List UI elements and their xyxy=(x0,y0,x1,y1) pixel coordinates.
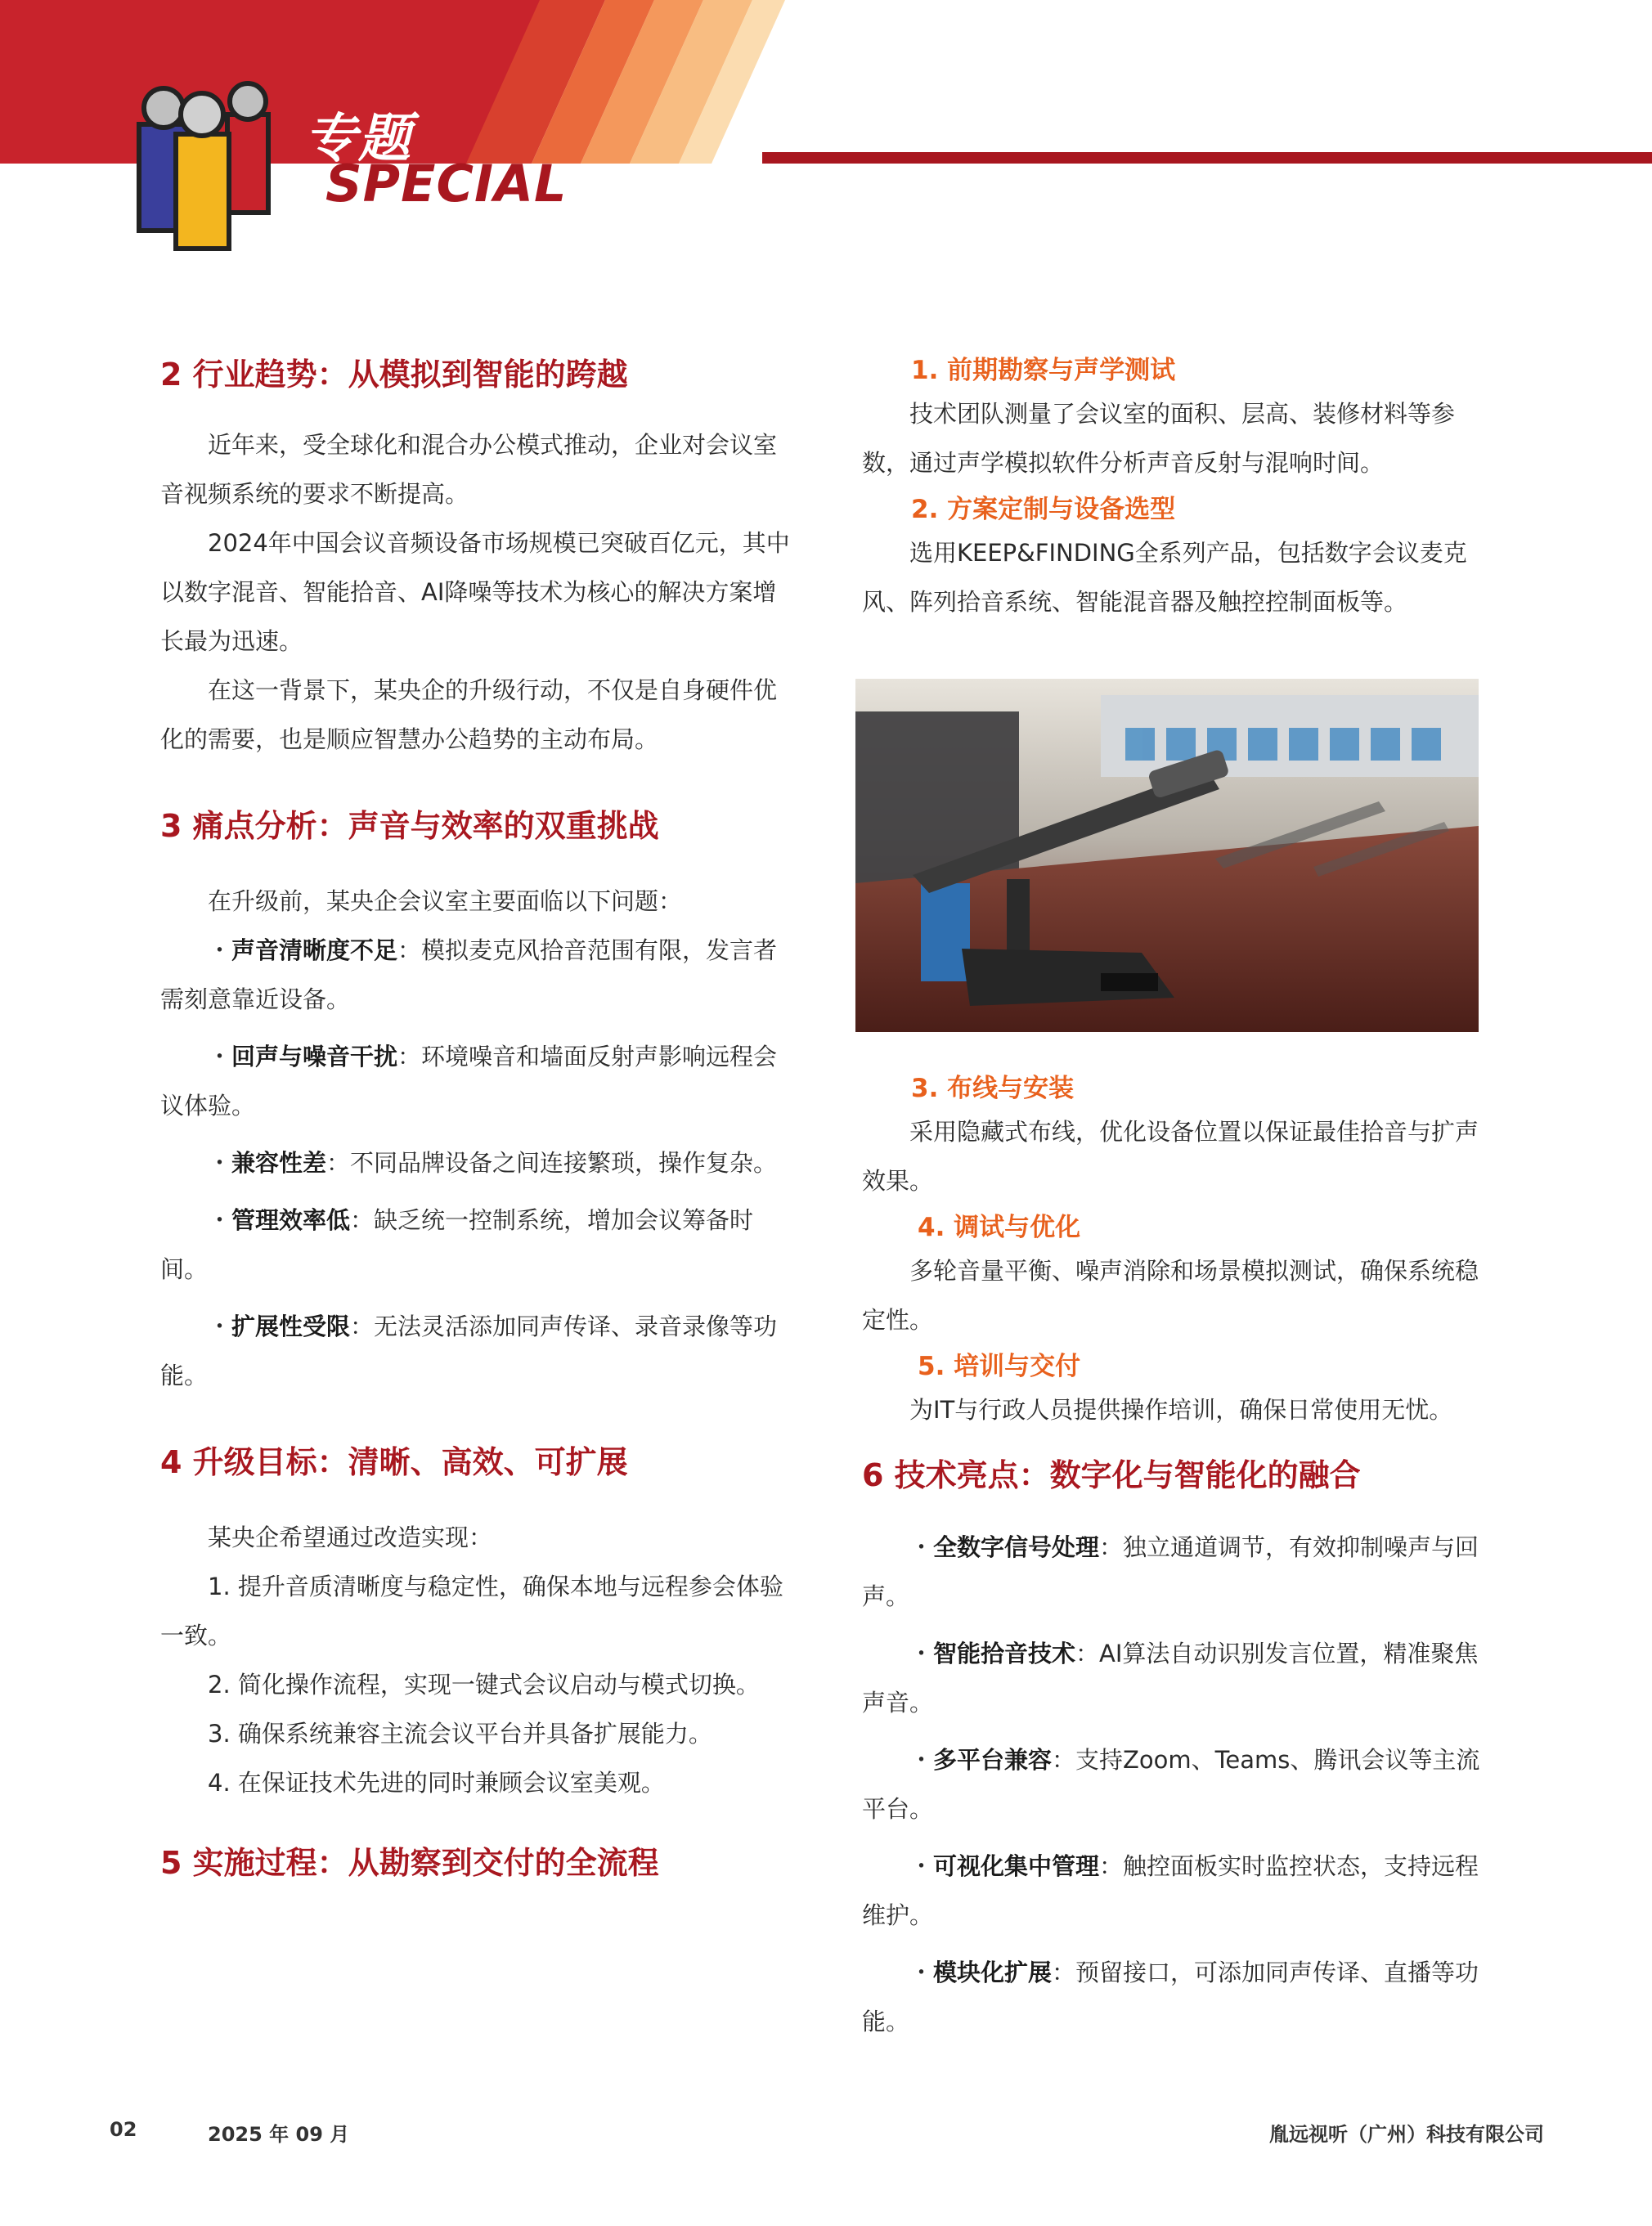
people-icon xyxy=(131,72,286,252)
bullet-item xyxy=(160,926,798,1024)
bullet-text: ：模拟麦克风拾音范围有限，发言者需刻意靠近设备。 xyxy=(160,936,778,1013)
bullet-text: ：触控面板实时监控状态，支持远程维护。 xyxy=(862,1852,1479,1929)
list-item: 3. 确保系统兼容主流会议平台并具备扩展能力。 xyxy=(208,1720,712,1748)
heading-pain-points: 3 痛点分析：声音与效率的双重挑战 xyxy=(160,808,659,844)
bullet-dot-icon: ・ xyxy=(208,1206,232,1234)
paragraph: 在升级前，某央企会议室主要面临以下问题： xyxy=(208,887,683,915)
paragraph: 为IT与行政人员提供操作培训，确保日常使用无忧。 xyxy=(909,1396,1453,1424)
bullet-text: ：AI算法自动识别发言位置，精准聚焦声音。 xyxy=(862,1640,1479,1717)
highlight-list xyxy=(862,1523,1484,2046)
paragraph: 技术团队测量了会议室的面积、层高、装修材料等参数，通过声学模拟软件分析声音反射与混响时间。 xyxy=(862,400,1456,477)
bullet-dot-icon: ・ xyxy=(909,1640,934,1667)
bullet-item xyxy=(862,1735,1484,1833)
bullet-label: 多平台兼容 xyxy=(933,1746,1053,1774)
paragraph: 多轮音量平衡、噪声消除和场景模拟测试，确保系统稳定性。 xyxy=(862,1257,1479,1334)
heading-industry-trend: 2 行业趋势：从模拟到智能的跨越 xyxy=(160,357,628,393)
heading-implementation: 5 实施过程：从勘察到交付的全流程 xyxy=(160,1845,659,1881)
paragraph: 采用隐藏式布线，优化设备位置以保证最佳拾音与扩声效果。 xyxy=(862,1118,1479,1195)
issue-date: 2025 年 09 月 xyxy=(208,2123,350,2146)
bullet-text: ：不同品牌设备之间连接繁琐，操作复杂。 xyxy=(326,1149,778,1177)
bullet-item xyxy=(160,1302,798,1400)
bullet-label: 全数字信号处理 xyxy=(933,1533,1100,1561)
bullet-label: 模块化扩展 xyxy=(933,1959,1053,1986)
list-item: 4. 在保证技术先进的同时兼顾会议室美观。 xyxy=(208,1769,665,1797)
heading-tech-highlights: 6 技术亮点：数字化与智能化的融合 xyxy=(862,1457,1361,1493)
bullet-text: ：无法灵活添加同声传译、录音录像等功能。 xyxy=(160,1313,778,1389)
bullet-text: ：独立通道调节，有效抑制噪声与回声。 xyxy=(862,1533,1479,1610)
list-item: 1. 提升音质清晰度与稳定性，确保本地与远程参会体验一致。 xyxy=(160,1573,783,1649)
left-column xyxy=(160,352,798,1886)
bullet-label: 兼容性差 xyxy=(231,1149,327,1177)
bullet-label: 回声与噪音干扰 xyxy=(231,1043,398,1070)
bullet-dot-icon: ・ xyxy=(208,1313,232,1340)
list-item: 2. 简化操作流程，实现一键式会议启动与模式切换。 xyxy=(208,1671,760,1699)
step-title: 2. 方案定制与设备选型 xyxy=(911,495,1176,524)
bullet-dot-icon: ・ xyxy=(909,1959,934,1986)
bullet-dot-icon: ・ xyxy=(208,1149,232,1177)
step-title: 3. 布线与安装 xyxy=(911,1074,1075,1103)
right-column-bottom xyxy=(862,1070,1484,2046)
right-column-top xyxy=(862,352,1484,626)
bullet-item xyxy=(862,1842,1484,1940)
bullet-dot-icon: ・ xyxy=(909,1746,934,1774)
page-number: 02 xyxy=(110,2118,137,2141)
bullet-item xyxy=(862,1948,1484,2046)
bullet-item xyxy=(862,1523,1484,1621)
step-title: 4. 调试与优化 xyxy=(918,1213,1081,1242)
bullet-label: 声音清晰度不足 xyxy=(231,936,398,964)
bullet-label: 扩展性受限 xyxy=(231,1313,351,1340)
conference-microphone-photo xyxy=(855,679,1479,1032)
bullet-item xyxy=(160,1032,798,1130)
bullet-item xyxy=(160,1196,798,1294)
bullet-label: 管理效率低 xyxy=(231,1206,351,1234)
paragraph: 在这一背景下，某央企的升级行动，不仅是自身硬件优化的需要，也是顺应智慧办公趋势的主动布局。 xyxy=(160,676,778,753)
bullet-dot-icon: ・ xyxy=(208,1043,232,1070)
pain-point-list xyxy=(160,926,798,1400)
section-label-en: SPECIAL xyxy=(325,154,568,213)
bullet-dot-icon: ・ xyxy=(909,1533,934,1561)
bullet-text: ：预留接口，可添加同声传译、直播等功能。 xyxy=(862,1959,1479,2035)
bullet-label: 可视化集中管理 xyxy=(933,1852,1100,1880)
bullet-dot-icon: ・ xyxy=(909,1852,934,1880)
section-label-cn: 专题 xyxy=(304,109,412,169)
bullet-dot-icon: ・ xyxy=(208,936,232,964)
bullet-text: ：环境噪音和墙面反射声影响远程会议体验。 xyxy=(160,1043,778,1120)
heading-upgrade-goals: 4 升级目标：清晰、高效、可扩展 xyxy=(160,1444,628,1480)
paragraph: 某央企希望通过改造实现： xyxy=(208,1524,493,1551)
bullet-text: ：支持Zoom、Teams、腾讯会议等主流平台。 xyxy=(862,1746,1480,1823)
step-title: 5. 培训与交付 xyxy=(918,1352,1081,1381)
paragraph: 选用KEEP&FINDING全系列产品，包括数字会议麦克风、阵列拾音系统、智能混音器及触控控制面板等。 xyxy=(862,539,1467,616)
bullet-item xyxy=(160,1138,798,1187)
paragraph: 2024年中国会议音频设备市场规模已突破百亿元，其中以数字混音、智能拾音、AI降噪等技术为核心的解决方案增长最为迅速。 xyxy=(160,529,790,655)
bullet-text: ：缺乏统一控制系统，增加会议筹备时间。 xyxy=(160,1206,754,1283)
paragraph: 近年来，受全球化和混合办公模式推动，企业对会议室音视频系统的要求不断提高。 xyxy=(160,431,778,508)
bullet-item xyxy=(862,1629,1484,1727)
step-title: 1. 前期勘察与声学测试 xyxy=(911,356,1176,385)
bullet-label: 智能拾音技术 xyxy=(933,1640,1076,1667)
company-name: 胤远视听（广州）科技有限公司 xyxy=(1269,2123,1544,2146)
